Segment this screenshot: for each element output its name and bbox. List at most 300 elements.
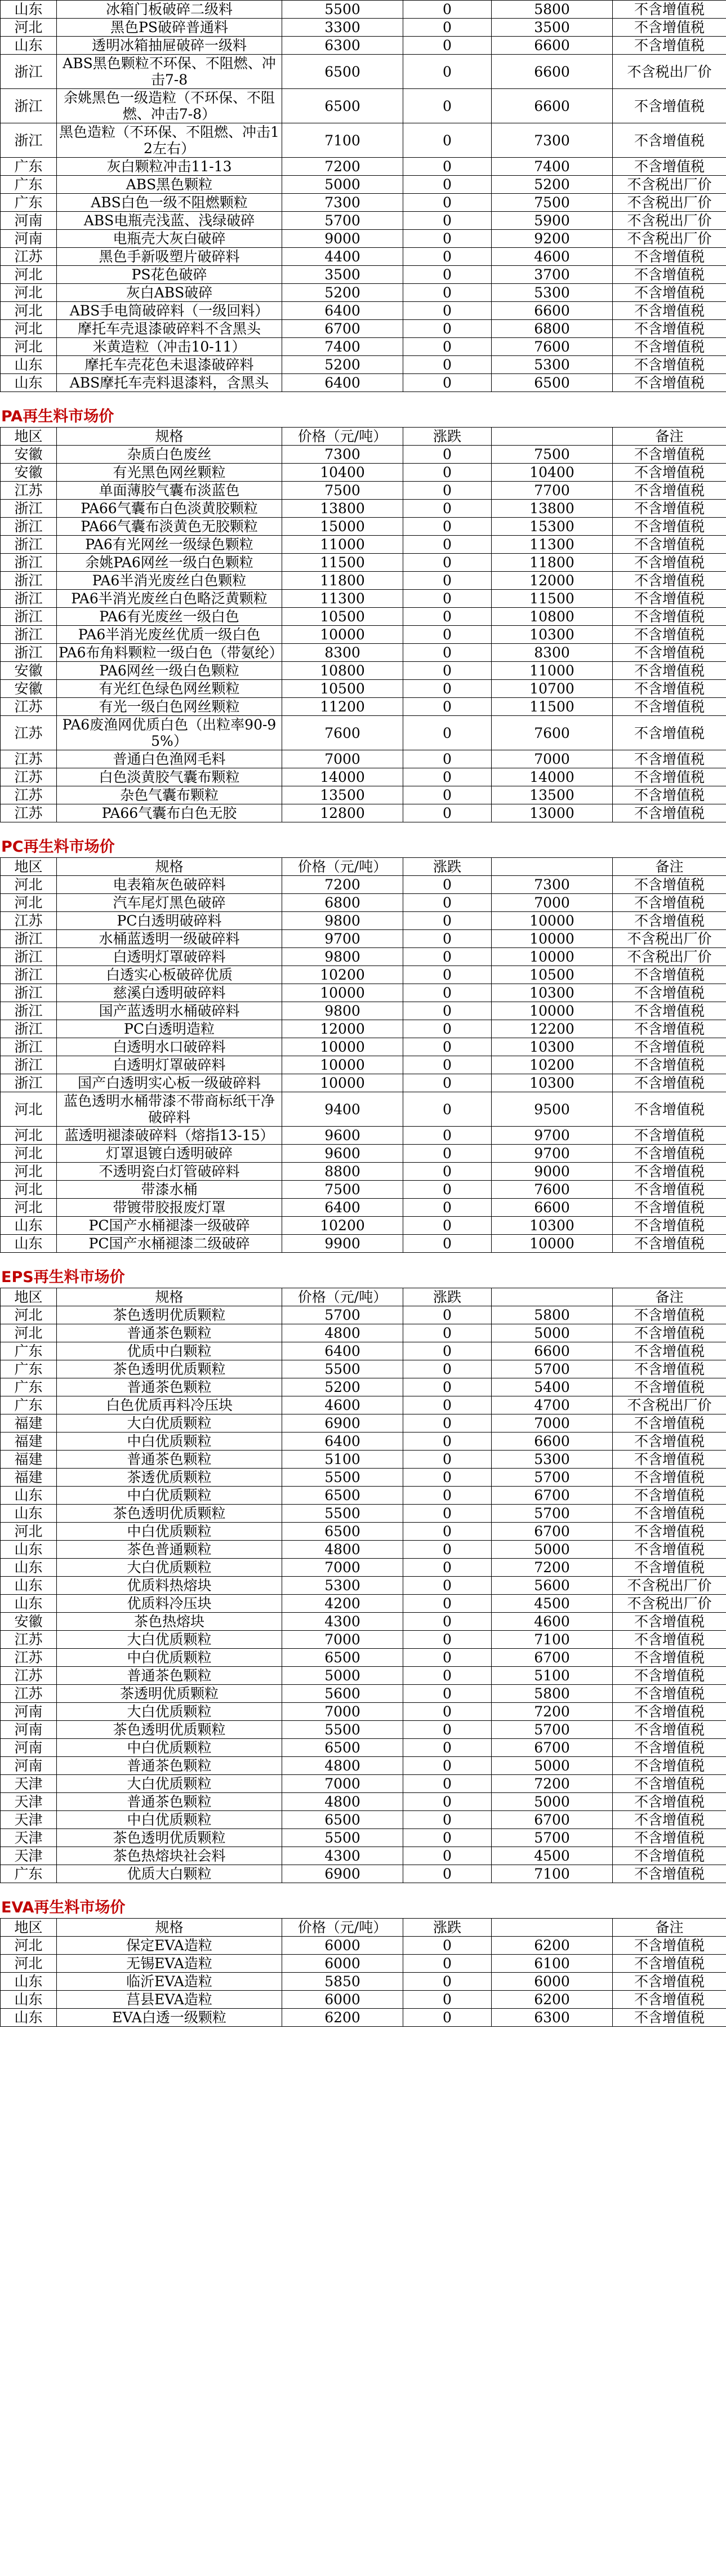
- change-cell: 0: [403, 2009, 492, 2027]
- price-low-cell: 8300: [282, 644, 403, 662]
- region-cell: 天津: [1, 1847, 57, 1865]
- change-cell: 0: [403, 248, 492, 266]
- table-row: [1, 1127, 726, 1145]
- change-cell: 0: [403, 716, 492, 750]
- spec-cell: 灰白ABS破碎: [57, 284, 282, 302]
- note-cell: 不含增值税: [613, 1757, 726, 1775]
- note-cell: 不含增值税: [613, 984, 726, 1002]
- price-low-cell: 4800: [282, 1324, 403, 1342]
- spec-cell: 有光黑色网丝颗粒: [57, 464, 282, 482]
- table-row: [1, 1038, 726, 1056]
- header-cell: 价格（元/吨）: [282, 1288, 403, 1306]
- table-row: [1, 1613, 726, 1631]
- table-row: [1, 1955, 726, 1973]
- table-row: [1, 1163, 726, 1181]
- price-low-cell: 6900: [282, 1865, 403, 1883]
- price-low-cell: 6500: [282, 89, 403, 123]
- table-row: [1, 1829, 726, 1847]
- spec-cell: 透明冰箱抽屉破碎一级料: [57, 37, 282, 55]
- table-row: [1, 1721, 726, 1739]
- header-cell: 地区: [1, 1288, 57, 1306]
- region-cell: 河南: [1, 1739, 57, 1757]
- table-row: [1, 768, 726, 786]
- table-row: [1, 1002, 726, 1020]
- change-cell: 0: [403, 1163, 492, 1181]
- price-low-cell: 11800: [282, 572, 403, 590]
- price-high-cell: 10400: [492, 464, 613, 482]
- region-cell: 天津: [1, 1811, 57, 1829]
- price-low-cell: 8800: [282, 1163, 403, 1181]
- spec-cell: PC国产水桶褪漆一级破碎: [57, 1217, 282, 1235]
- price-high-cell: 8300: [492, 644, 613, 662]
- price-high-cell: 6500: [492, 374, 613, 392]
- note-cell: 不含增值税: [613, 1991, 726, 2009]
- change-cell: 0: [403, 1217, 492, 1235]
- spec-cell: 电瓶壳大灰白破碎: [57, 230, 282, 248]
- price-high-cell: 7400: [492, 158, 613, 176]
- note-cell: 不含增值税: [613, 1559, 726, 1577]
- spec-cell: 余姚黑色一级造粒（不环保、不阻燃、冲击7-8）: [57, 89, 282, 123]
- region-cell: 河北: [1, 1306, 57, 1324]
- region-cell: 河北: [1, 320, 57, 338]
- price-high-cell: 5000: [492, 1324, 613, 1342]
- price-high-cell: 10300: [492, 1217, 613, 1235]
- change-cell: 0: [403, 1145, 492, 1163]
- region-cell: 浙江: [1, 89, 57, 123]
- price-high-cell: 4600: [492, 1613, 613, 1631]
- spec-cell: 白透明灯罩破碎料: [57, 948, 282, 966]
- table-row: [1, 644, 726, 662]
- price-high-cell: 10300: [492, 626, 613, 644]
- table-row: [1, 1793, 726, 1811]
- region-cell: 广东: [1, 194, 57, 212]
- price-high-cell: 5300: [492, 356, 613, 374]
- note-cell: 不含增值税: [613, 338, 726, 356]
- price-low-cell: 7200: [282, 876, 403, 894]
- table-row: [1, 500, 726, 518]
- table-row: [1, 1595, 726, 1613]
- price-high-cell: 6600: [492, 89, 613, 123]
- change-cell: 0: [403, 1955, 492, 1973]
- change-cell: 0: [403, 1775, 492, 1793]
- change-cell: 0: [403, 1865, 492, 1883]
- change-cell: 0: [403, 786, 492, 804]
- change-cell: 0: [403, 464, 492, 482]
- change-cell: 0: [403, 338, 492, 356]
- change-cell: 0: [403, 644, 492, 662]
- region-cell: 福建: [1, 1414, 57, 1432]
- note-cell: 不含税出厂价: [613, 948, 726, 966]
- price-high-cell: 7000: [492, 1414, 613, 1432]
- change-cell: 0: [403, 356, 492, 374]
- change-cell: 0: [403, 698, 492, 716]
- price-high-cell: 9500: [492, 1092, 613, 1127]
- table-row: [1, 37, 726, 55]
- spec-cell: 灰白颗粒冲击11-13: [57, 158, 282, 176]
- table-row: [1, 804, 726, 822]
- change-cell: 0: [403, 500, 492, 518]
- spec-cell: 大白优质颗粒: [57, 1559, 282, 1577]
- price-high-cell: 11500: [492, 590, 613, 608]
- price-low-cell: 5850: [282, 1973, 403, 1991]
- table-row: [1, 1559, 726, 1577]
- price-high-cell: 10000: [492, 930, 613, 948]
- price-high-cell: 5000: [492, 1757, 613, 1775]
- price-low-cell: 6500: [282, 1487, 403, 1505]
- price-low-cell: 9800: [282, 1002, 403, 1020]
- table-row: [1, 19, 726, 37]
- spec-cell: 有光红色绿色网丝颗粒: [57, 680, 282, 698]
- note-cell: 不含增值税: [613, 464, 726, 482]
- price-low-cell: 9800: [282, 912, 403, 930]
- price-high-cell: 7100: [492, 1865, 613, 1883]
- region-cell: 浙江: [1, 1074, 57, 1092]
- price-high-cell: 5300: [492, 284, 613, 302]
- spec-cell: 米黄造粒（冲击10-11）: [57, 338, 282, 356]
- change-cell: 0: [403, 37, 492, 55]
- change-cell: 0: [403, 1937, 492, 1955]
- change-cell: 0: [403, 1595, 492, 1613]
- spec-cell: 中白优质颗粒: [57, 1432, 282, 1451]
- change-cell: 0: [403, 1469, 492, 1487]
- table-row: [1, 1235, 726, 1253]
- price-low-cell: 7000: [282, 1631, 403, 1649]
- header-cell: 涨跌: [403, 1288, 492, 1306]
- price-high-cell: 5000: [492, 1793, 613, 1811]
- change-cell: 0: [403, 948, 492, 966]
- header-cell: 备注: [613, 1919, 726, 1937]
- price-low-cell: 6500: [282, 1739, 403, 1757]
- price-high-cell: 10000: [492, 1002, 613, 1020]
- change-cell: 0: [403, 1523, 492, 1541]
- spec-cell: 茶透明优质颗粒: [57, 1685, 282, 1703]
- price-high-cell: 10000: [492, 1235, 613, 1253]
- region-cell: 浙江: [1, 1056, 57, 1074]
- table-row: [1, 1937, 726, 1955]
- table-row: [1, 176, 726, 194]
- header-cell: 规格: [57, 1919, 282, 1937]
- price-high-cell: 5800: [492, 1306, 613, 1324]
- region-cell: 广东: [1, 158, 57, 176]
- region-cell: 河北: [1, 1181, 57, 1199]
- spec-cell: 中白优质颗粒: [57, 1739, 282, 1757]
- price-high-cell: 5000: [492, 1541, 613, 1559]
- region-cell: 河北: [1, 894, 57, 912]
- spec-cell: 摩托车壳退漆破碎料不含黑头: [57, 320, 282, 338]
- region-cell: 江苏: [1, 248, 57, 266]
- spec-cell: 普通茶色颗粒: [57, 1378, 282, 1396]
- price-high-cell: 13800: [492, 500, 613, 518]
- region-cell: 江苏: [1, 750, 57, 768]
- spec-cell: 中白优质颗粒: [57, 1487, 282, 1505]
- price-high-cell: 6600: [492, 302, 613, 320]
- spec-cell: 单面薄胶气囊布淡蓝色: [57, 482, 282, 500]
- change-cell: 0: [403, 1703, 492, 1721]
- price-section: [0, 407, 726, 822]
- region-cell: 浙江: [1, 123, 57, 158]
- section-title: EVA再生料市场价: [1, 1899, 126, 1916]
- spec-cell: 带漆水桶: [57, 1181, 282, 1199]
- section-title: PC再生料市场价: [1, 838, 115, 856]
- region-cell: 山东: [1, 374, 57, 392]
- spec-cell: 普通茶色颗粒: [57, 1451, 282, 1469]
- price-high-cell: 6600: [492, 1199, 613, 1217]
- price-high-cell: 12200: [492, 1020, 613, 1038]
- region-cell: 山东: [1, 37, 57, 55]
- note-cell: 不含税出厂价: [613, 1595, 726, 1613]
- price-high-cell: 13000: [492, 804, 613, 822]
- spec-cell: 灯罩退镀白透明破碎: [57, 1145, 282, 1163]
- price-low-cell: 10500: [282, 680, 403, 698]
- price-low-cell: 5500: [282, 1, 403, 19]
- note-cell: 不含增值税: [613, 1432, 726, 1451]
- note-cell: 不含增值税: [613, 266, 726, 284]
- price-low-cell: 5500: [282, 1360, 403, 1378]
- table-row: [1, 1306, 726, 1324]
- table-row: [1, 984, 726, 1002]
- price-high-cell: 5700: [492, 1469, 613, 1487]
- price-low-cell: 9000: [282, 230, 403, 248]
- price-section: [0, 0, 726, 392]
- table-header-row: [1, 1919, 726, 1937]
- price-low-cell: 9600: [282, 1127, 403, 1145]
- table-row: [1, 446, 726, 464]
- region-cell: 浙江: [1, 518, 57, 536]
- table-row: [1, 750, 726, 768]
- spec-cell: 临沂EVA造粒: [57, 1973, 282, 1991]
- change-cell: 0: [403, 1002, 492, 1020]
- spec-cell: 普通茶色颗粒: [57, 1324, 282, 1342]
- note-cell: 不含增值税: [613, 1378, 726, 1396]
- price-table: [0, 1918, 726, 2027]
- region-cell: 河北: [1, 266, 57, 284]
- table-row: [1, 302, 726, 320]
- table-row: [1, 194, 726, 212]
- note-cell: 不含税出厂价: [613, 55, 726, 89]
- note-cell: 不含增值税: [613, 572, 726, 590]
- region-cell: 山东: [1, 1487, 57, 1505]
- price-high-cell: 4700: [492, 1396, 613, 1414]
- region-cell: 浙江: [1, 536, 57, 554]
- price-high-cell: 14000: [492, 768, 613, 786]
- price-high-cell: 9700: [492, 1127, 613, 1145]
- change-cell: 0: [403, 1092, 492, 1127]
- note-cell: 不含增值税: [613, 1847, 726, 1865]
- spec-cell: 电表箱灰色破碎料: [57, 876, 282, 894]
- table-row: [1, 374, 726, 392]
- price-low-cell: 6000: [282, 1991, 403, 2009]
- note-cell: 不含增值税: [613, 1360, 726, 1378]
- price-low-cell: 10000: [282, 626, 403, 644]
- note-cell: 不含增值税: [613, 1541, 726, 1559]
- table-row: [1, 1577, 726, 1595]
- change-cell: 0: [403, 1757, 492, 1775]
- region-cell: 河北: [1, 1145, 57, 1163]
- note-cell: 不含增值税: [613, 1739, 726, 1757]
- spec-cell: 蓝透明褪漆破碎料（熔指13-15）: [57, 1127, 282, 1145]
- table-row: [1, 1505, 726, 1523]
- price-high-cell: 4500: [492, 1595, 613, 1613]
- region-cell: 江苏: [1, 482, 57, 500]
- table-row: [1, 338, 726, 356]
- table-row: [1, 518, 726, 536]
- note-cell: 不含增值税: [613, 894, 726, 912]
- note-cell: 不含增值税: [613, 1306, 726, 1324]
- spec-cell: PA6有光废丝一级白色: [57, 608, 282, 626]
- spec-cell: 大白优质颗粒: [57, 1631, 282, 1649]
- region-cell: 江苏: [1, 804, 57, 822]
- region-cell: 天津: [1, 1775, 57, 1793]
- price-section: [0, 1267, 726, 1883]
- region-cell: 浙江: [1, 1020, 57, 1038]
- spec-cell: 普通茶色颗粒: [57, 1757, 282, 1775]
- table-row: [1, 1074, 726, 1092]
- spec-cell: ABS摩托车壳料退漆料，含黑头: [57, 374, 282, 392]
- note-cell: 不含增值税: [613, 1973, 726, 1991]
- change-cell: 0: [403, 1074, 492, 1092]
- price-high-cell: 7500: [492, 446, 613, 464]
- change-cell: 0: [403, 123, 492, 158]
- change-cell: 0: [403, 320, 492, 338]
- spec-cell: PA6布角料颗粒一级白色（带氨纶）: [57, 644, 282, 662]
- change-cell: 0: [403, 1541, 492, 1559]
- table-row: [1, 1, 726, 19]
- table-row: [1, 912, 726, 930]
- price-high-cell: 6700: [492, 1487, 613, 1505]
- price-low-cell: 7200: [282, 158, 403, 176]
- header-cell: [492, 1288, 613, 1306]
- region-cell: 广东: [1, 1360, 57, 1378]
- price-high-cell: 5800: [492, 1, 613, 19]
- spec-cell: 冰箱门板破碎二级料: [57, 1, 282, 19]
- table-row: [1, 1757, 726, 1775]
- note-cell: 不含增值税: [613, 1469, 726, 1487]
- price-low-cell: 6000: [282, 1955, 403, 1973]
- spec-cell: 茶色透明优质颗粒: [57, 1829, 282, 1847]
- price-high-cell: 7200: [492, 1775, 613, 1793]
- spec-cell: 白色优质再料冷压块: [57, 1396, 282, 1414]
- change-cell: 0: [403, 1829, 492, 1847]
- region-cell: 江苏: [1, 912, 57, 930]
- note-cell: 不含增值税: [613, 1865, 726, 1883]
- table-row: [1, 320, 726, 338]
- region-cell: 江苏: [1, 786, 57, 804]
- table-row: [1, 894, 726, 912]
- table-row: [1, 930, 726, 948]
- price-low-cell: 12800: [282, 804, 403, 822]
- spec-cell: 普通白色渔网毛料: [57, 750, 282, 768]
- note-cell: 不含增值税: [613, 1721, 726, 1739]
- section-title: EPS再生料市场价: [1, 1269, 125, 1286]
- spec-cell: PA6半消光废丝白色颗粒: [57, 572, 282, 590]
- table-row: [1, 1991, 726, 2009]
- note-cell: 不含税出厂价: [613, 176, 726, 194]
- region-cell: 河北: [1, 876, 57, 894]
- price-high-cell: 7700: [492, 482, 613, 500]
- change-cell: 0: [403, 302, 492, 320]
- spec-cell: 国产蓝透明水桶破碎料: [57, 1002, 282, 1020]
- note-cell: 不含增值税: [613, 284, 726, 302]
- price-low-cell: 4200: [282, 1595, 403, 1613]
- price-low-cell: 15000: [282, 518, 403, 536]
- price-high-cell: 10000: [492, 912, 613, 930]
- table-row: [1, 698, 726, 716]
- table-row: [1, 680, 726, 698]
- region-cell: 江苏: [1, 768, 57, 786]
- price-low-cell: 6200: [282, 2009, 403, 2027]
- price-high-cell: 6600: [492, 1342, 613, 1360]
- price-low-cell: 4400: [282, 248, 403, 266]
- table-row: [1, 608, 726, 626]
- note-cell: 不含增值税: [613, 1811, 726, 1829]
- price-high-cell: 7200: [492, 1703, 613, 1721]
- change-cell: 0: [403, 176, 492, 194]
- header-cell: 地区: [1, 1919, 57, 1937]
- table-row: [1, 1199, 726, 1217]
- table-row: [1, 1685, 726, 1703]
- table-row: [1, 464, 726, 482]
- price-high-cell: 5200: [492, 176, 613, 194]
- note-cell: 不含增值税: [613, 518, 726, 536]
- region-cell: 浙江: [1, 644, 57, 662]
- price-high-cell: 7000: [492, 750, 613, 768]
- note-cell: 不含增值税: [613, 644, 726, 662]
- region-cell: 河北: [1, 19, 57, 37]
- change-cell: 0: [403, 1235, 492, 1253]
- region-cell: 山东: [1, 1, 57, 19]
- region-cell: 安徽: [1, 1613, 57, 1631]
- note-cell: 不含增值税: [613, 1092, 726, 1127]
- region-cell: 浙江: [1, 930, 57, 948]
- price-table: [0, 0, 726, 392]
- change-cell: 0: [403, 930, 492, 948]
- note-cell: 不含增值税: [613, 1451, 726, 1469]
- table-row: [1, 1414, 726, 1432]
- note-cell: 不含增值税: [613, 608, 726, 626]
- spec-cell: ABS手电筒破碎料（一级回料）: [57, 302, 282, 320]
- table-row: [1, 1396, 726, 1414]
- price-low-cell: 5300: [282, 1577, 403, 1595]
- price-low-cell: 13800: [282, 500, 403, 518]
- price-low-cell: 5000: [282, 176, 403, 194]
- table-row: [1, 266, 726, 284]
- change-cell: 0: [403, 1487, 492, 1505]
- note-cell: 不含增值税: [613, 1235, 726, 1253]
- region-cell: 河南: [1, 1757, 57, 1775]
- table-row: [1, 1181, 726, 1199]
- change-cell: 0: [403, 1685, 492, 1703]
- price-high-cell: 6000: [492, 1973, 613, 1991]
- table-row: [1, 1324, 726, 1342]
- price-low-cell: 6500: [282, 1649, 403, 1667]
- price-low-cell: 14000: [282, 768, 403, 786]
- note-cell: 不含增值税: [613, 1, 726, 19]
- change-cell: 0: [403, 1739, 492, 1757]
- price-high-cell: 3500: [492, 19, 613, 37]
- spec-cell: PA66气囊布淡黄色无胶颗粒: [57, 518, 282, 536]
- note-cell: 不含增值税: [613, 1703, 726, 1721]
- note-cell: 不含增值税: [613, 1127, 726, 1145]
- table-row: [1, 1092, 726, 1127]
- price-low-cell: 11000: [282, 536, 403, 554]
- spec-cell: 黑色PS破碎普通料: [57, 19, 282, 37]
- change-cell: 0: [403, 912, 492, 930]
- spec-cell: 茶色透明优质颗粒: [57, 1306, 282, 1324]
- change-cell: 0: [403, 1973, 492, 1991]
- table-row: [1, 1360, 726, 1378]
- price-high-cell: 6600: [492, 1432, 613, 1451]
- section-title: PA再生料市场价: [1, 408, 114, 425]
